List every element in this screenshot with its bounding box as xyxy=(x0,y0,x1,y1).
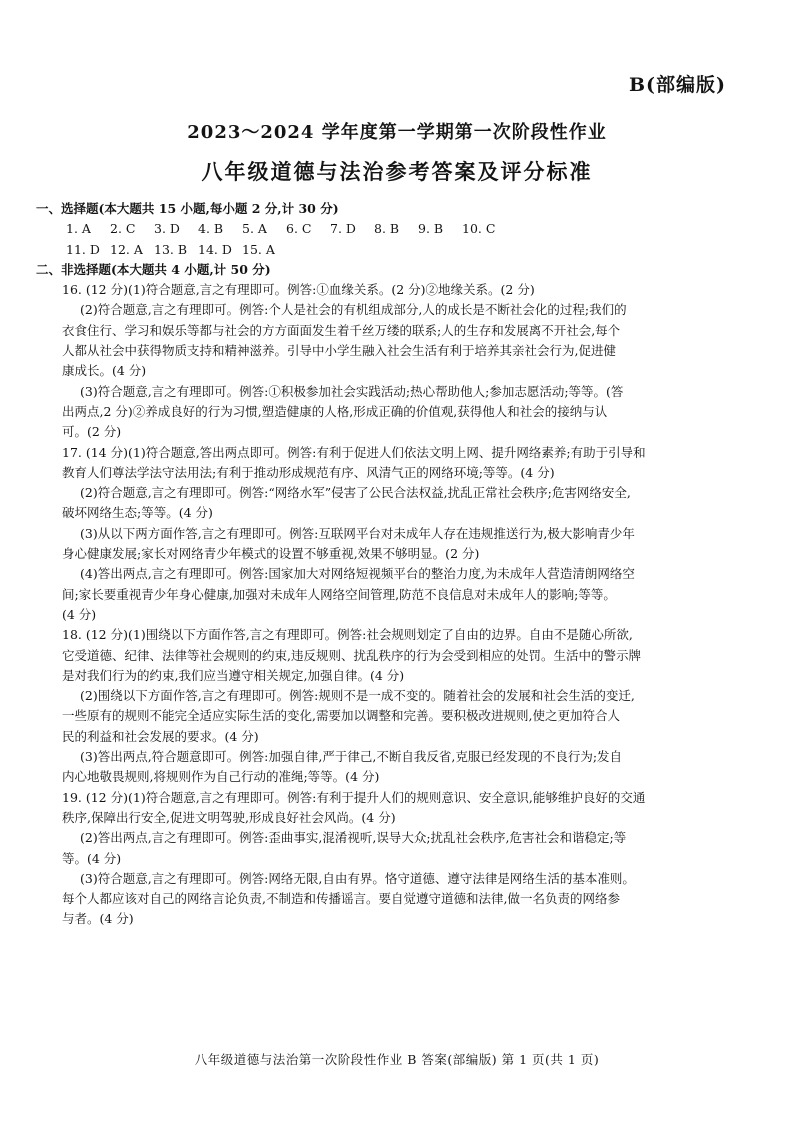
edition-label: B(部编版) xyxy=(628,74,726,96)
q16-part3: (3)符合题意,言之有理即可。例答:①积极参加社会实践活动;热心帮助他人;参加志愿活动;等等。(答 xyxy=(80,383,624,399)
answer-item: 15. A xyxy=(242,241,275,257)
answer-item: 1. A xyxy=(66,221,91,237)
answer-key-title: 八年级道德与法治参考答案及评分标准 xyxy=(201,159,593,184)
q17-part2-line2: 破坏网络生态;等等。(4 分) xyxy=(62,505,213,521)
answer-item: 4. B xyxy=(198,221,224,237)
q19-part2-line2: 等。(4 分) xyxy=(62,850,122,866)
answer-item: 13. B xyxy=(154,241,188,257)
q18-part1: 18. (12 分)(1)围绕以下方面作答,言之有理即可。例答:社会规则划定了自由的边界。自由不是随心所欲, xyxy=(62,627,633,643)
q19-part3: (3)符合题意,言之有理即可。例答:网络无限,自由有界。恪守道德、遵守法律是网络生活的基本准则。 xyxy=(80,870,635,886)
q17-part4: (4)答出两点,言之有理即可。例答:国家加大对网络短视频平台的整治力度,为未成年人营造清朗网络空 xyxy=(80,566,635,582)
q17-part2: (2)符合题意,言之有理即可。例答:“网络水军”侵害了公民合法权益,扰乱正常社会秩序;危害网络安全, xyxy=(80,485,631,501)
q17-part1-line2: 教育人们尊法学法守法用法;有利于推动形成规范有序、风清气正的网络环境;等等。(4 分) xyxy=(62,464,555,480)
q17-part3-line2: 身心健康发展;家长对网络青少年模式的设置不够重视,效果不够明显。(2 分) xyxy=(62,546,480,562)
q19-part3-line3: 与者。(4 分) xyxy=(62,911,134,927)
section-heading-nonchoice: 二、非选择题(本大题共 4 小题,计 50 分) xyxy=(36,261,271,277)
q16-part2-line4: 康成长。(4 分) xyxy=(62,363,147,379)
q16-part3-line3: 可。(2 分) xyxy=(62,424,122,440)
answer-item: 5. A xyxy=(242,221,267,237)
q18-part2-line2: 一些原有的规则不能完全适应实际生活的变化,需要加以调整和完善。要积极改进规则,使之更加符合人 xyxy=(62,708,620,724)
answer-item: 10. C xyxy=(462,221,496,237)
q16-part3-line2: 出两点,2 分)②养成良好的行为习惯,塑造健康的人格,形成正确的价值观,获得他人和社会的接纳与认 xyxy=(62,403,608,419)
q19-part3-line2: 每个人都应该对自己的网络言论负责,不制造和传播谣言。要自觉遵守道德和法律,做一名负责的网络参 xyxy=(62,891,620,907)
q16-part2: (2)符合题意,言之有理即可。例答:个人是社会的有机组成部分,人的成长是不断社会化的过程;我们的 xyxy=(80,302,627,318)
q18-part3: (3)答出两点,符合题意即可。例答:加强自律,严于律己,不断自我反省,克服已经发现的不良行为;发自 xyxy=(80,749,623,765)
answer-item: 11. D xyxy=(66,241,100,257)
answer-row-1 xyxy=(36,219,736,239)
exam-title: 2023～2024 学年度第一学期第一次阶段性作业 xyxy=(187,122,607,143)
q18-part1-line2: 它受道德、纪律、法律等社会规则的约束,违反规则、扰乱秩序的行为会受到相应的处罚。生活中的警示牌 xyxy=(62,647,641,663)
q17-part4-line2: 间;家长要重视青少年身心健康,加强对未成年人网络空间管理,防范不良信息对未成年人的影响;等等。 xyxy=(62,586,616,602)
answer-item: 12. A xyxy=(110,241,143,257)
q18-part2: (2)围绕以下方面作答,言之有理即可。例答:规则不是一成不变的。随着社会的发展和社会生活的变迁, xyxy=(80,688,635,704)
q19-part1-line2: 秩序,保障出行安全,促进文明驾驶,形成良好社会风尚。(4 分) xyxy=(62,809,396,825)
q18-part2-line3: 民的利益和社会发展的要求。(4 分) xyxy=(62,728,259,744)
q19-part2: (2)答出两点,言之有理即可。例答:歪曲事实,混淆视听,误导大众;扰乱社会秩序,危害社会和谐稳定;等 xyxy=(80,830,627,846)
q19-part1: 19. (12 分)(1)符合题意,言之有理即可。例答:有利于提升人们的规则意识、安全意识,能够维护良好的交通 xyxy=(62,789,646,805)
answer-item: 3. D xyxy=(154,221,180,237)
q18-part3-line2: 内心地敬畏规则,将规则作为自己行动的准绳;等等。(4 分) xyxy=(62,769,380,785)
q16-part1: 16. (12 分)(1)符合题意,言之有理即可。例答:①血缘关系。(2 分)②地缘关系。(2 分) xyxy=(62,282,535,298)
answer-item: 7. D xyxy=(330,221,356,237)
section-heading-choice: 一、选择题(本大题共 15 小题,每小题 2 分,计 30 分) xyxy=(36,201,339,216)
q18-part1-line3: 是对我们行为的约束,我们应当遵守相关规定,加强自律。(4 分) xyxy=(62,667,405,683)
answer-row-2 xyxy=(36,240,736,260)
answer-item: 9. B xyxy=(418,221,444,237)
answer-item: 6. C xyxy=(286,221,312,237)
answer-content xyxy=(36,199,736,930)
q17-part1: 17. (14 分)(1)符合题意,答出两点即可。例答:有利于促进人们依法文明上网、提升网络素养;有助于引导和 xyxy=(62,444,646,460)
answer-item: 2. C xyxy=(110,221,136,237)
q17-part4-line3: (4 分) xyxy=(62,606,97,622)
q16-part2-line3: 人都从社会中获得物质支持和精神滋养。引导中小学生融入社会生活有利于培养其亲社会行为,促进健 xyxy=(62,343,616,359)
page-footer: 八年级道德与法治第一次阶段性作业 B 答案(部编版) 第 1 页(共 1 页) xyxy=(194,1052,600,1067)
answer-item: 8. B xyxy=(374,221,400,237)
q16-part2-line2: 衣食住行、学习和娱乐等都与社会的方方面面发生着千丝万缕的联系;人的生存和发展离不开社会,每个 xyxy=(62,322,621,338)
answer-item: 14. D xyxy=(198,241,232,257)
q17-part3: (3)从以下两方面作答,言之有理即可。例答:互联网平台对未成年人存在违规推送行为,极大影响青少年 xyxy=(80,525,635,541)
